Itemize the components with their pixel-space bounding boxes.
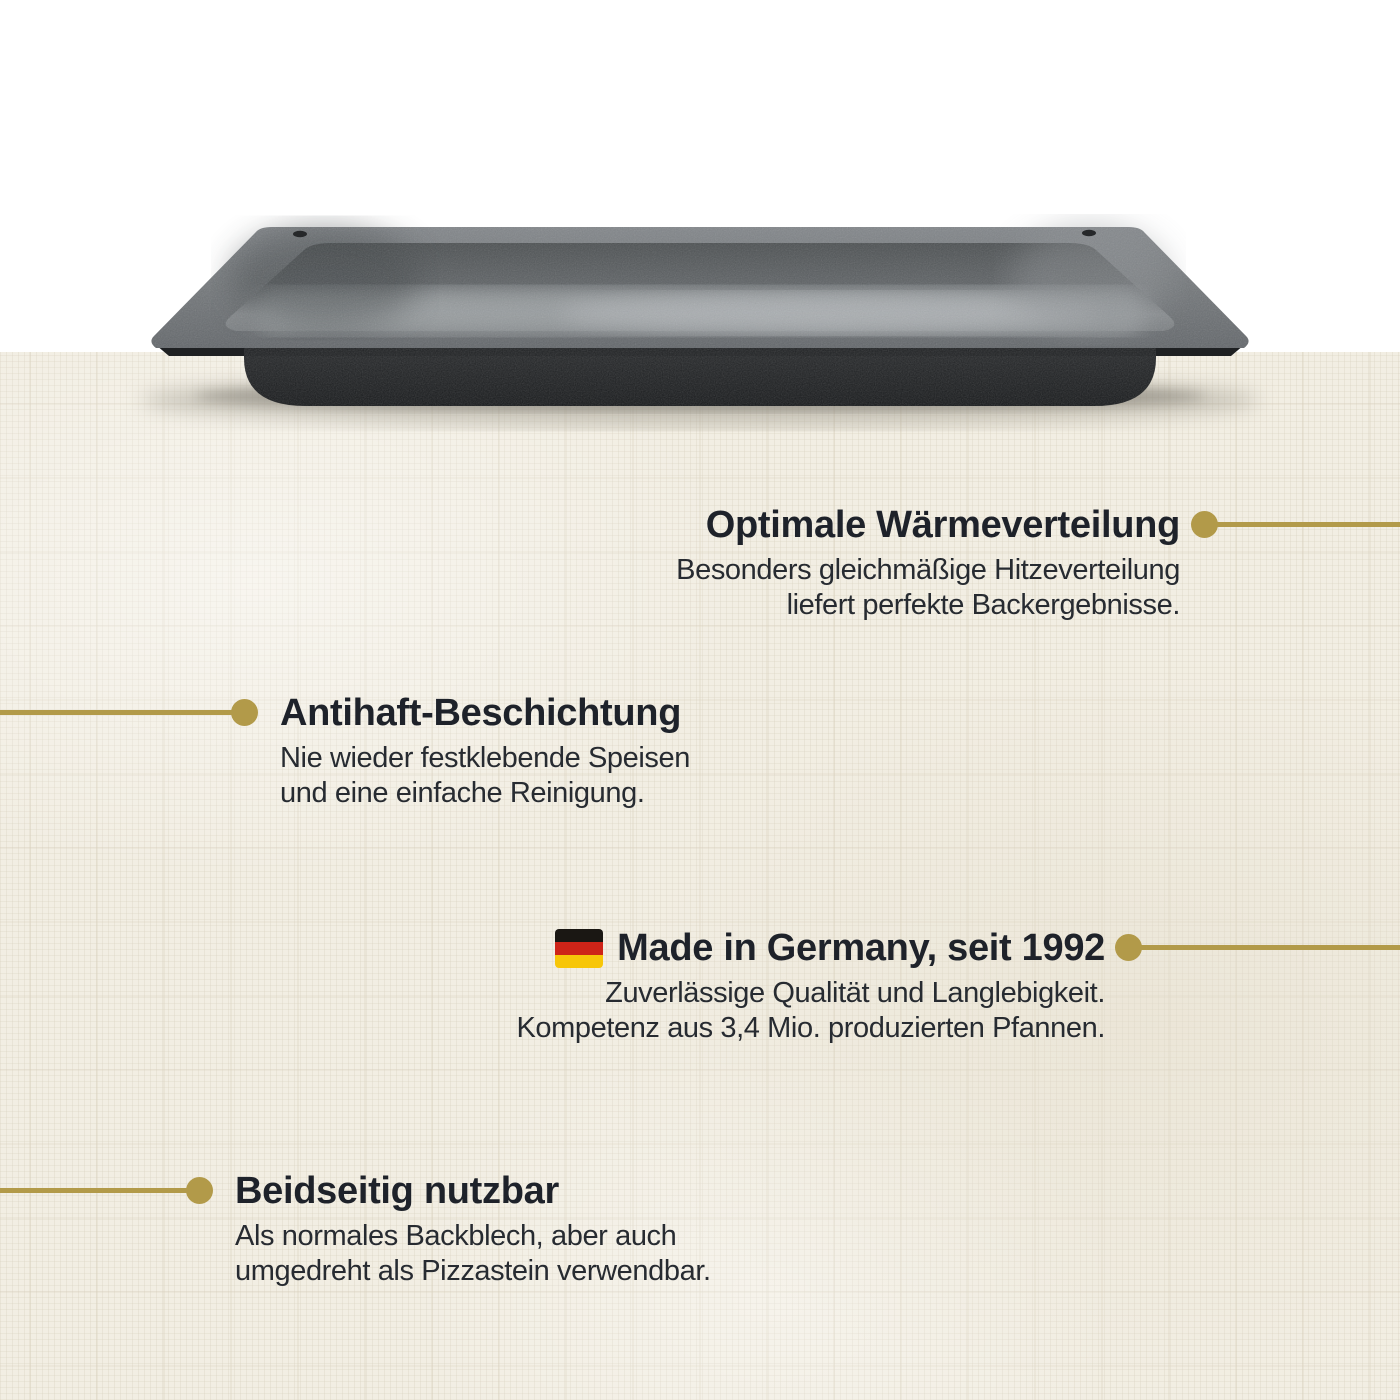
callout-line-text: umgedreht als Pizzastein verwendbar. [235,1255,711,1287]
callout-title: Antihaft-Beschichtung [280,692,682,734]
connector-dot [1191,511,1218,538]
callout-body [676,553,1180,623]
callout-made-in-germany [516,926,1105,1046]
callout-title: Made in Germany, seit 1992 [617,927,1105,969]
callout-body [280,741,690,811]
german-flag-icon [555,929,603,968]
callout-waermeverteilung [676,503,1180,623]
callout-line-text: Besonders gleichmäßige Hitzeverteilung [676,554,1180,586]
callout-body [516,976,1105,1046]
callout-line-text: liefert perfekte Backergebnisse. [786,589,1180,621]
callout-title-row [516,926,1105,970]
callout-line-text: Zuverlässige Qualität und Langlebigkeit. [605,977,1105,1009]
callout-body [235,1219,711,1289]
callout-antihaft [280,691,690,811]
connector-dot [231,699,258,726]
connector-dot [186,1177,213,1204]
callout-title: Beidseitig nutzbar [235,1170,559,1212]
callout-line-text: Nie wieder festklebende Speisen [280,742,690,774]
callout-line-text: Kompetenz aus 3,4 Mio. produzierten Pfannen. [516,1012,1105,1044]
connector-line [0,710,245,715]
connector-line [1205,522,1400,527]
callout-line-text: Als normales Backblech, aber auch [235,1220,677,1252]
callout-title: Optimale Wärmeverteilung [705,504,1180,546]
callout-beidseitig [235,1169,711,1289]
baking-tray-photo [0,0,1400,440]
connector-line [0,1188,200,1193]
callout-line-text: und eine einfache Reinigung. [280,777,645,809]
connector-line [1129,945,1400,950]
connector-dot [1115,934,1142,961]
